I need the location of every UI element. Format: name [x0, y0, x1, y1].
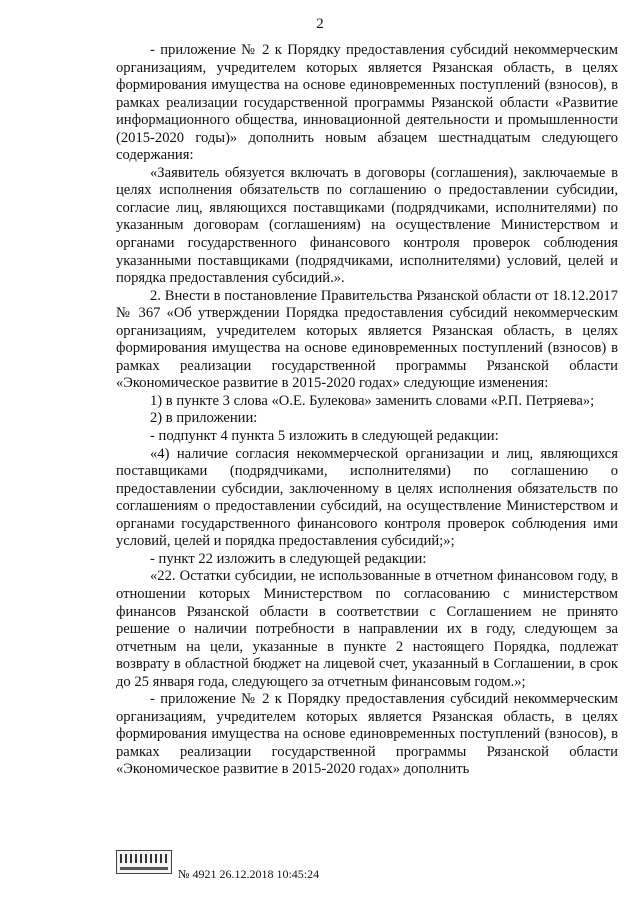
- paragraph: 2) в приложении:: [150, 410, 258, 427]
- paragraph: - подпункт 4 пункта 5 изложить в следующей редакции:: [150, 428, 499, 445]
- page-number: 2: [316, 16, 324, 32]
- paragraph: - приложение № 2 к Порядку предоставления субсидий некоммерческим организациям, учредителем которых является Рязанская область, в целях формирования имущества на основе единовременных поступлений (взносов), в рамках реализации государственной программы Рязанской области «Экономическое развитие в 2015-2020 годах» дополнить: [116, 691, 618, 778]
- document-body: [116, 42, 618, 779]
- paragraph: «22. Остатки субсидии, не использованные в отчетном финансовом году, в отношении которых Министерством по согласованию с министерством финансов Рязанской области в соответствии с Соглашением не принято решение о наличии потребности в направлении их в году, следующем за отчетным на цели, указанные в пункте 2 настоящего Порядка, подлежат возврату в областной бюджет на лицевой счет, указанный в Соглашении, в срок до 25 января года, следующего за отчетным финансовым годом.»;: [116, 568, 618, 690]
- paragraph: 2. Внести в постановление Правительства Рязанской области от 18.12.2017 № 367 «Об утверждении Порядка предоставления субсидий некоммерческим организациям, учредителем которых является Рязанская область, в целях формирования имущества на основе единовременных поступлений (взносов) в рамках реализации государственной программы Рязанской области «Экономическое развитие в 2015-2020 годах» следующие изменения:: [116, 287, 618, 392]
- paragraph: - пункт 22 изложить в следующей редакции:: [150, 550, 427, 567]
- paragraph: - приложение № 2 к Порядку предоставления субсидий некоммерческим организациям, учредителем которых является Рязанская область, в целях формирования имущества на основе единовременных поступлений (взносов), в рамках реализации государственной программы Рязанской области «Развитие информационного общества, инновационной деятельности и промышленности (2015-2020 годы)» дополнить новым абзацем шестнадцатым следующего содержания:: [116, 42, 618, 164]
- registry-logo-icon: [116, 850, 172, 874]
- paragraph: «4) наличие согласия некоммерческой организации и лиц, являющихся поставщиками (подрядчиками, исполнителями) по соглашению о предоставлении субсидии, заключенному в целях исполнения обязательств по соглашениям о предоставлении субсидий, на осуществление Министерством и органами государственного финансового контроля проверок соблюдения ими условий, целей и порядка предоставления субсидий;»;: [116, 445, 618, 550]
- document-registration-id: № 4921 26.12.2018 10:45:24: [178, 867, 320, 881]
- paragraph: 1) в пункте 3 слова «О.Е. Булекова» заменить словами «Р.П. Петряева»;: [150, 392, 595, 409]
- paragraph: «Заявитель обязуется включать в договоры (соглашения), заключаемые в целях исполнения обязательств по соглашению о предоставлении субсидии, согласие лиц, являющихся поставщиками (подрядчиками, исполнителями) по указанным договорам (соглашениям) на осуществление Министерством и органами государственного финансового контроля проверок соблюдения указанными поставщиками (подрядчиками, исполнителями) условий, целей и порядка предоставления субсидий.».: [116, 164, 618, 287]
